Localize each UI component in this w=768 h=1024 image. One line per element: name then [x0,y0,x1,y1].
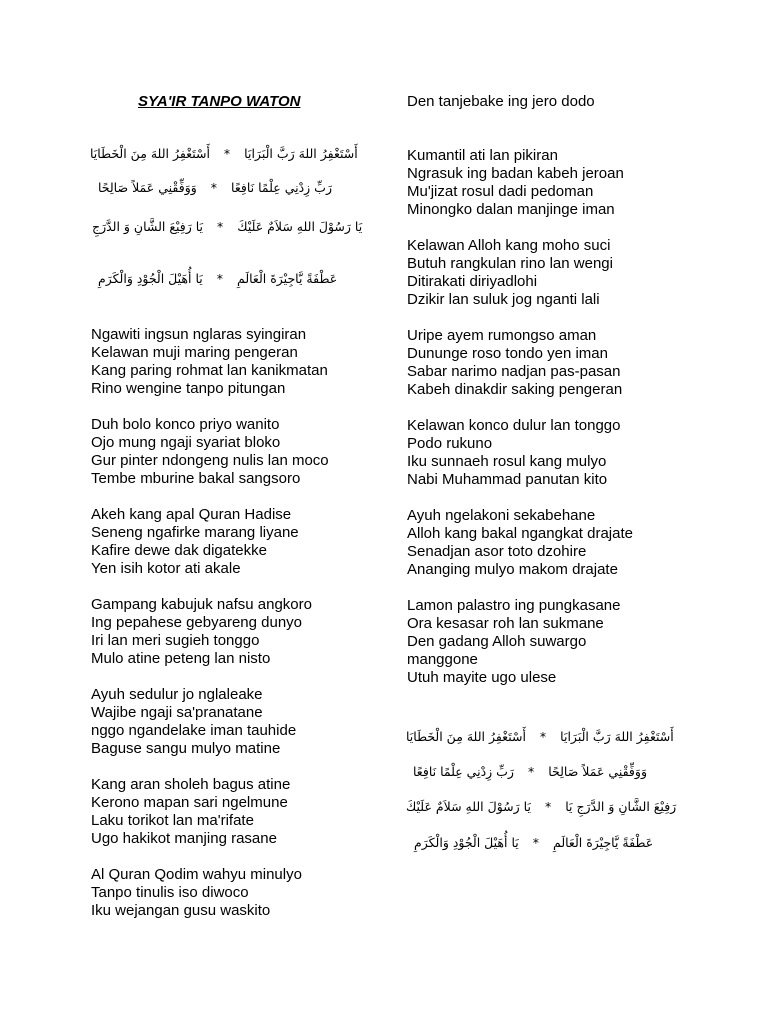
poem-line: Iku wejangan gusu waskito [91,902,271,919]
poem-line: Tembe mburine bakal sangsoro [91,470,301,487]
stanza [91,506,391,578]
poem-line: Iku sunnaeh rosul kang mulyo [407,453,607,470]
arabic-hemistich-left: يَا رَفِيْعَ الشَّانِ وَ الدَّرَجِ [92,219,204,234]
poem-line: Wajibe ngaji sa'pranatane [91,704,263,721]
verse-separator: * [216,271,223,286]
poem-line: Kelawan muji maring pengeran [91,344,298,361]
poem-line: Kelawan Alloh kang moho suci [407,237,611,254]
arabic-hemistich-left: يَا أُهَيْلَ الْجُوْدِ وَالْكَرَمِ [414,835,519,850]
arabic-verse-line [90,148,358,161]
arabic-hemistich-right: عَطْفَةً يَّاجِيْرَةَ الْعَالَمِ [553,835,654,850]
poem-line: Ananging mulyo makom drajate [407,561,618,578]
verse-separator: * [532,835,539,850]
poem-line: Baguse sangu mulyo matine [91,740,281,757]
verse-separator: * [539,729,547,744]
arabic-verse-line [98,182,332,195]
poem-line: Ngrasuk ing badan kabeh jeroan [407,165,624,182]
poem-left-column [91,326,391,938]
arabic-hemistich-right: أَسْتَغْفِرُ اللهَ رَبَّ الْبَرَايَا [560,729,674,744]
poem-right-column [407,93,707,705]
stanza [91,866,391,920]
poem-line: Kerono mapan sari ngelmune [91,794,288,811]
poem-line: Duh bolo konco priyo wanito [91,416,280,433]
poem-line: Ojo mung ngaji syariat bloko [91,434,281,451]
stanza [91,596,391,668]
poem-line: Podo rukuno [407,435,493,452]
poem-line: Utuh mayite ugo ulese [407,669,557,686]
stanza [91,776,391,848]
poem-line: Ugo hakikot manjing rasane [91,830,277,847]
poem-line: Dununge roso tondo yen iman [407,345,608,362]
stanza [407,417,707,489]
poem-line: Mulo atine peteng lan nisto [91,650,271,667]
arabic-hemistich-right: أَسْتَغْفِرُ اللهَ رَبَّ الْبَرَايَا [244,146,358,161]
poem-line: Alloh kang bakal ngangkat drajate [407,525,633,542]
arabic-hemistich-right: وَوَفِّقْنِي عَمَلاً صَالِحًا [548,764,647,779]
poem-line: Rino wengine tanpo pitungan [91,380,286,397]
poem-line: Gur pinter ndongeng nulis lan moco [91,452,329,469]
stanza [91,686,391,758]
poem-line: Sabar narimo nadjan pas-pasan [407,363,621,380]
verse-separator: * [527,764,535,779]
poem-line: Den gadang Alloh suwargo [407,633,587,650]
stanza [407,327,707,399]
poem-line: Gampang kabujuk nafsu angkoro [91,596,312,613]
page-title: SYA'IR TANPO WATON [138,93,301,110]
poem-line: Butuh rangkulan rino lan wengi [407,255,613,272]
poem-line: manggone [407,651,478,668]
verse-separator: * [223,146,231,161]
arabic-hemistich-left: رَبِّ زِدْنِي عِلْمًا نَافِعًا [413,764,514,779]
arabic-hemistich-left: أَسْتَغْفِرُ اللهَ مِنَ الْخَطَايَا [406,729,526,744]
stanza [91,416,391,488]
poem-line: Dzikir lan suluk jog nganti lali [407,291,600,308]
poem-line: Ora kesasar roh lan sukmane [407,615,604,632]
poem-line: Seneng ngafirke marang liyane [91,524,299,541]
arabic-verse-line [98,273,337,286]
poem-line: Mu'jizat rosul dadi pedoman [407,183,594,200]
poem-line: Ngawiti ingsun nglaras syingiran [91,326,307,343]
arabic-hemistich-right: عَطْفَةً يَّاجِيْرَةَ الْعَالَمِ [237,271,338,286]
arabic-verse-line [414,837,653,850]
poem-line: Ayuh sedulur jo nglaleake [91,686,263,703]
stanza [407,597,707,687]
poem-line: Kelawan konco dulur lan tonggo [407,417,621,434]
poem-line: Den tanjebake ing jero dodo [407,93,595,110]
arabic-hemistich-right: رَفِيْعَ الشَّانِ وَ الدَّرَجِ يَا [565,799,677,814]
poem-line: Ing pepahese gebyareng dunyo [91,614,303,631]
poem-line: Lamon palastro ing pungkasane [407,597,621,614]
stanza [407,507,707,579]
arabic-verse-line [413,766,647,779]
poem-line: Laku torikot lan ma'rifate [91,812,254,829]
poem-line: Kang aran sholeh bagus atine [91,776,291,793]
arabic-hemistich-right: يَا رَسُوْلَ اللهِ سَلاَمٌ عَلَيْكَ [237,219,363,234]
poem-line: Kumantil ati lan pikiran [407,147,558,164]
verse-separator: * [210,180,218,195]
arabic-verse-line [406,801,676,814]
poem-line: Kang paring rohmat lan kanikmatan [91,362,328,379]
arabic-hemistich-right: رَبِّ زِدْنِي عِلْمًا نَافِعًا [231,180,332,195]
arabic-hemistich-left: يَا رَسُوْلَ اللهِ سَلاَمٌ عَلَيْكَ [406,799,531,814]
poem-line: Senadjan asor toto dzohire [407,543,587,560]
poem-line: Al Quran Qodim wahyu minulyo [91,866,302,883]
poem-line: Iri lan meri sugieh tonggo [91,632,260,649]
stanza [91,326,391,398]
arabic-hemistich-left: وَوَفِّقْنِي عَمَلاً صَالِحًا [98,180,197,195]
poem-line: Akeh kang apal Quran Hadise [91,506,292,523]
arabic-hemistich-left: يَا أُهَيْلَ الْجُوْدِ وَالْكَرَمِ [98,271,203,286]
poem-line: Ayuh ngelakoni sekabehane [407,507,596,524]
arabic-verse-line [406,731,674,744]
poem-line: nggo ngandelake iman tauhide [91,722,297,739]
stanza [407,147,707,219]
poem-line: Yen isih kotor ati akale [91,560,241,577]
poem-line: Nabi Muhammad panutan kito [407,471,608,488]
verse-separator: * [544,799,552,814]
verse-separator: * [217,219,224,234]
arabic-verse-line [92,221,362,234]
arabic-hemistich-left: أَسْتَغْفِرُ اللهَ مِنَ الْخَطَايَا [90,146,210,161]
poem-line: Ditirakati diriyadlohi [407,273,538,290]
poem-line: Kafire dewe dak digatekke [91,542,267,559]
poem-line: Kabeh dinakdir saking pengeran [407,381,623,398]
poem-line: Tanpo tinulis iso diwoco [91,884,249,901]
poem-line: Minongko dalan manjinge iman [407,201,615,218]
stanza [407,237,707,309]
poem-line: Uripe ayem rumongso aman [407,327,597,344]
